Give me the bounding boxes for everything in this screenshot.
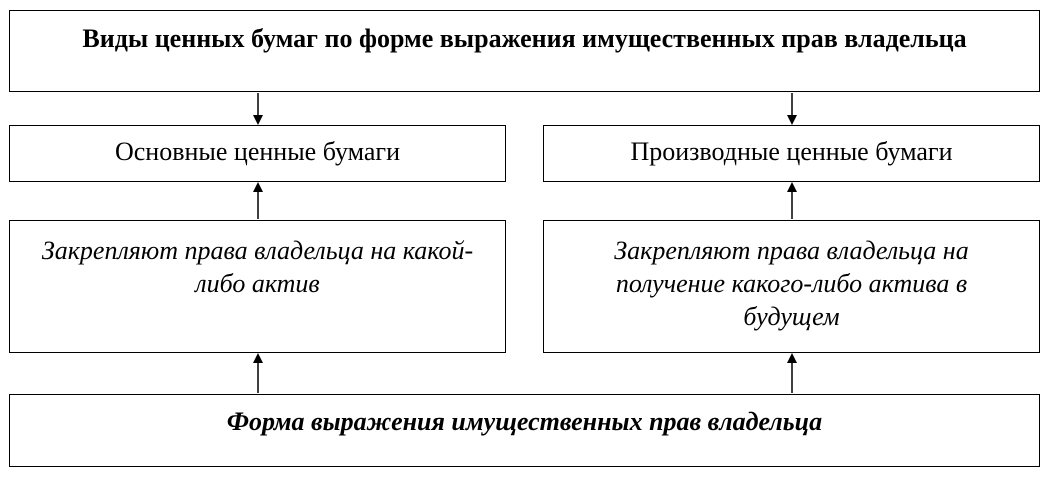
basic-securities-description-box xyxy=(9,220,506,353)
derivative-securities-description: Закрепляют права владельца на получение какого-либо актива в будущем xyxy=(614,236,969,331)
diagram-title-box xyxy=(9,10,1040,92)
basic-securities-label: Основные ценные бумаги xyxy=(114,137,400,166)
basic-securities-description: Закрепляют права владельца на какой-либо актив xyxy=(41,236,474,298)
derivative-securities-box xyxy=(543,125,1040,182)
derivative-securities-label: Производные ценные бумаги xyxy=(630,137,953,166)
footer-box xyxy=(9,394,1040,467)
footer-label: Форма выражения имущественных прав владельца xyxy=(226,407,823,436)
derivative-securities-description-box xyxy=(543,220,1040,353)
basic-securities-box xyxy=(9,125,506,182)
diagram-title: Виды ценных бумаг по форме выражения имущественных прав владельца xyxy=(82,24,967,53)
